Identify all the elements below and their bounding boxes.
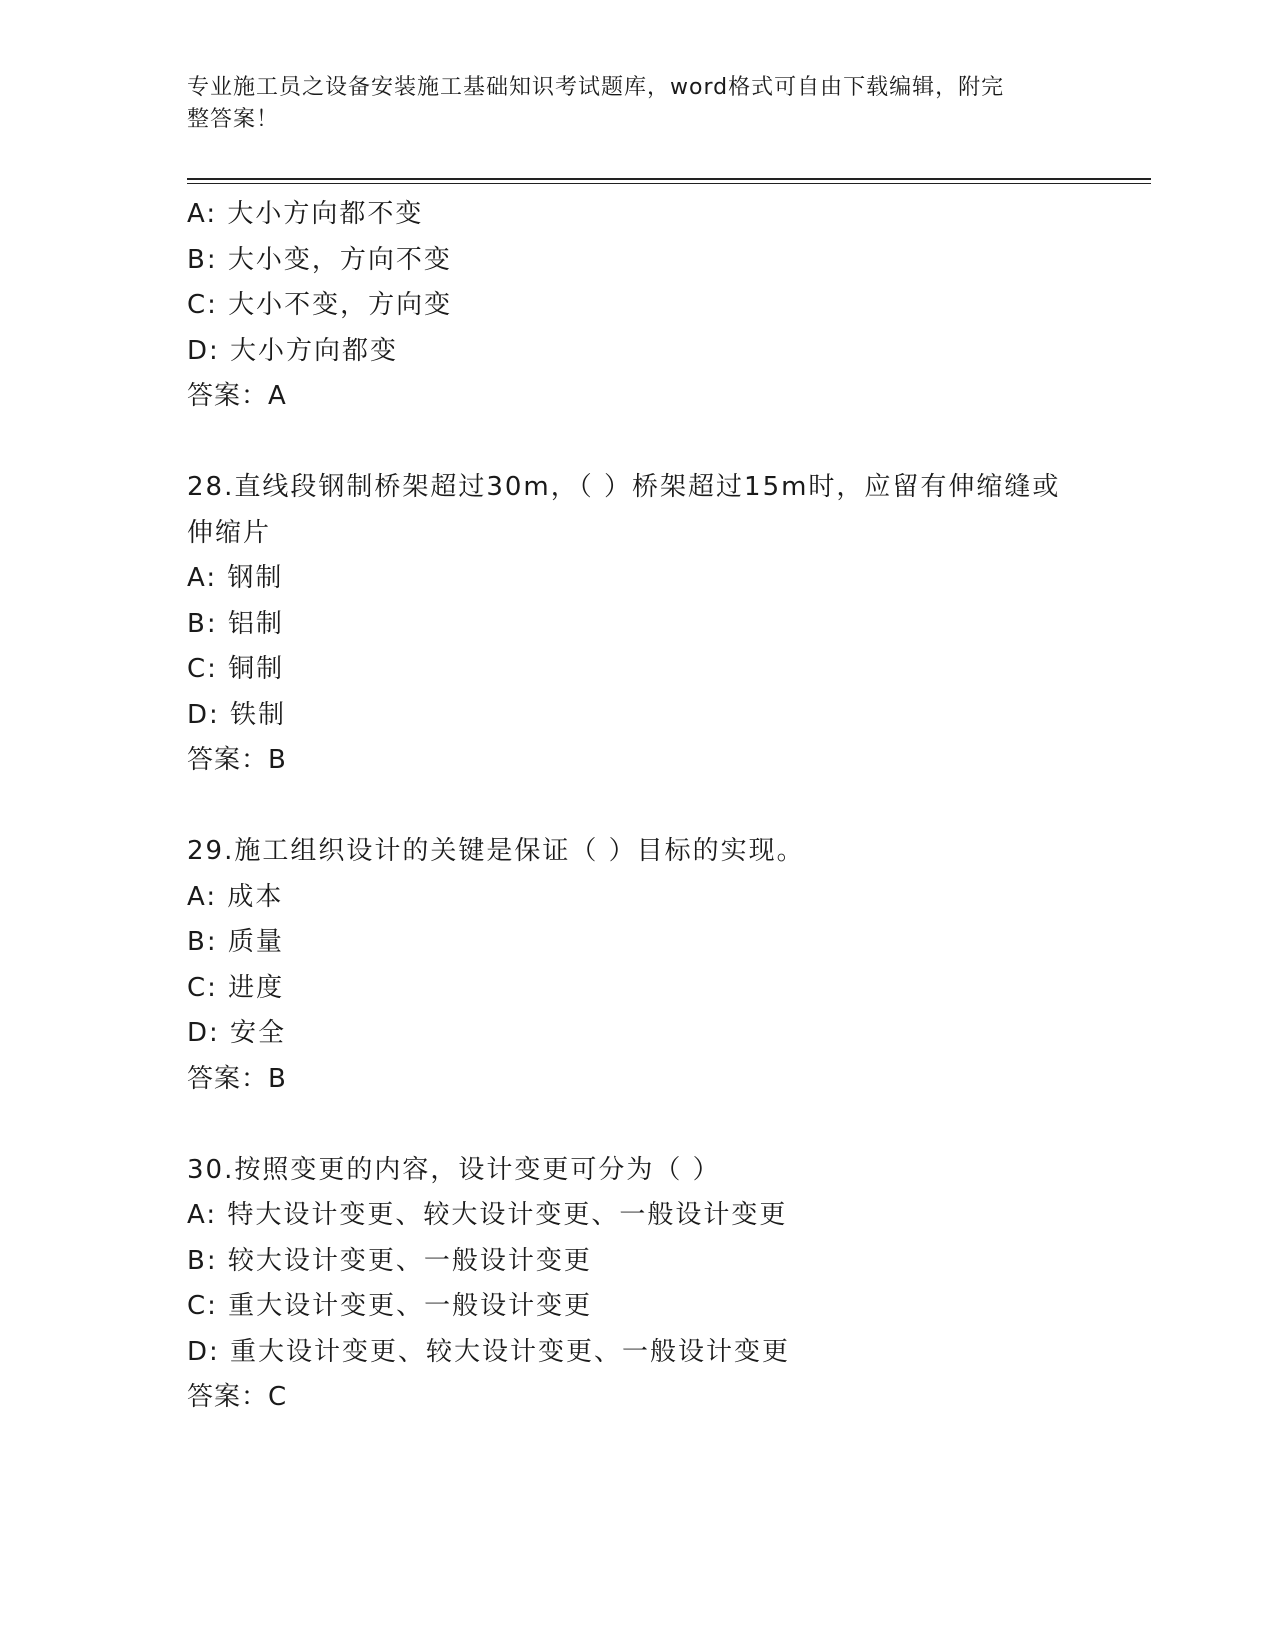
answer-line: 答案：A (187, 381, 287, 411)
option-d: D: 安全 (187, 1018, 287, 1048)
option-a: A: 成本 (187, 881, 284, 912)
option-d: D: 铁制 (187, 699, 287, 730)
option-d: D: 大小方向都变 (187, 335, 399, 366)
answer-line: 答案：B (187, 745, 287, 775)
question-30 (187, 1148, 1087, 1421)
option-c: C: 铜制 (187, 654, 285, 684)
question-text: 29.施工组织设计的关键是保证（ ）目标的实现。 (187, 836, 805, 866)
option-d: D: 重大设计变更、较大设计变更、一般设计变更 (187, 1336, 791, 1367)
option-c: C: 大小不变，方向变 (187, 290, 453, 320)
option-b: B: 较大设计变更、一般设计变更 (187, 1245, 592, 1276)
option-c: C: 重大设计变更、一般设计变更 (187, 1291, 593, 1321)
header-line-2: 整答案！ (187, 107, 280, 132)
option-b: B: 铝制 (187, 608, 284, 639)
document-body (187, 192, 1087, 1421)
option-b: B: 大小变，方向不变 (187, 244, 452, 275)
option-b: B: 质量 (187, 927, 284, 957)
answer-line: 答案：C (187, 1382, 288, 1412)
question-text-cont: 伸缩片 (187, 517, 272, 548)
previous-question-tail (187, 192, 1087, 420)
document-header (187, 72, 1067, 136)
question-28 (187, 465, 1087, 784)
option-a: A: 钢制 (187, 563, 284, 593)
answer-line: 答案：B (187, 1063, 287, 1094)
question-text: 28.直线段钢制桥架超过30m，（ ）桥架超过15m时，应留有伸缩缝或 (187, 472, 1061, 502)
header-divider-thick (187, 178, 1151, 180)
question-text: 30.按照变更的内容，设计变更可分为（ ） (187, 1154, 721, 1185)
header-divider-thin (187, 183, 1151, 184)
option-c: C: 进度 (187, 972, 285, 1003)
option-a: A: 特大设计变更、较大设计变更、一般设计变更 (187, 1200, 788, 1230)
header-line-1: 专业施工员之设备安装施工基础知识考试题库，word格式可自由下载编辑，附完 (187, 75, 1005, 100)
question-29 (187, 829, 1087, 1102)
option-a: A: 大小方向都不变 (187, 199, 424, 229)
